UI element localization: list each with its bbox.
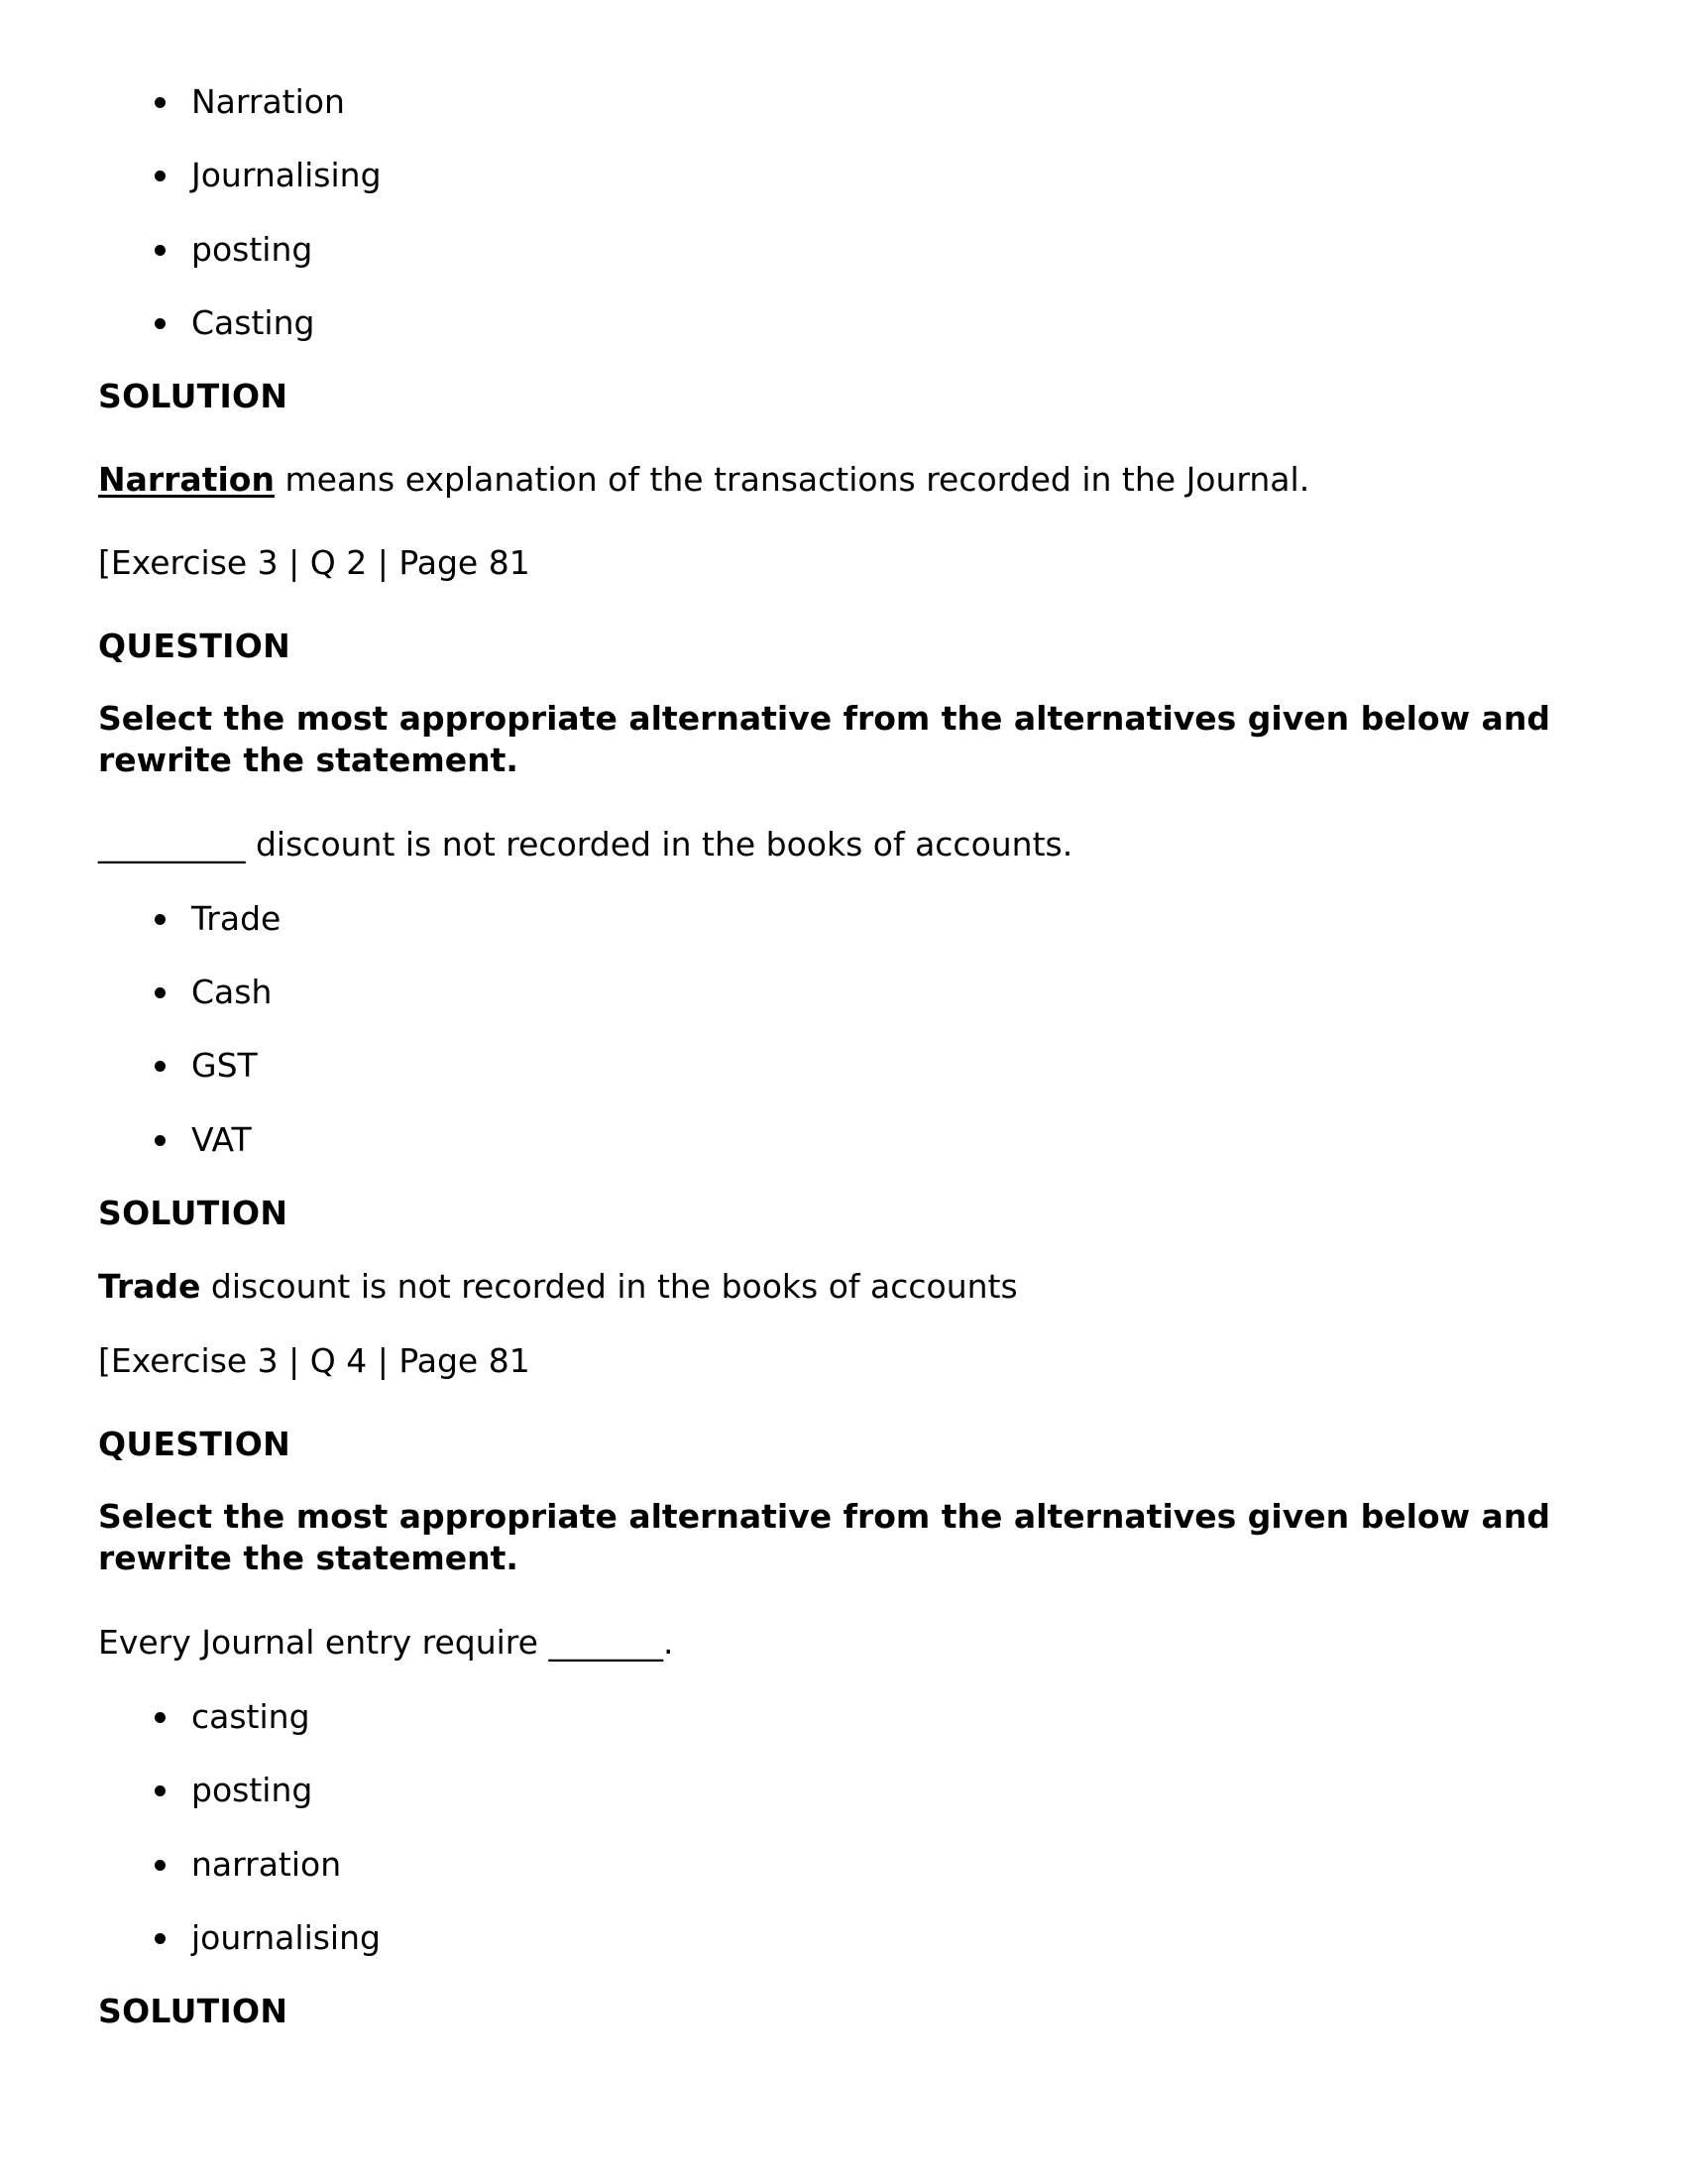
option-item — [191, 156, 382, 194]
solution-answer: Narration — [98, 460, 275, 499]
bullet-icon — [155, 1061, 166, 1072]
option-label: VAT — [191, 1120, 252, 1159]
option-label: GST — [191, 1046, 258, 1085]
option-item — [191, 899, 281, 938]
bullet-icon — [155, 318, 166, 329]
question-heading: QUESTION — [98, 1425, 291, 1463]
solution-heading: SOLUTION — [98, 1194, 288, 1232]
option-item — [191, 1771, 313, 1809]
bullet-icon — [155, 914, 166, 925]
solution-heading: SOLUTION — [98, 377, 288, 415]
option-label: Casting — [191, 303, 315, 342]
bullet-icon — [155, 245, 166, 256]
bullet-icon — [155, 97, 166, 108]
option-label: Journalising — [191, 156, 382, 194]
option-label: Cash — [191, 973, 273, 1011]
solution-rest: means explanation of the transactions recorded in the Journal. — [274, 460, 1310, 499]
exercise-reference: [Exercise 3 | Q 2 | Page 81 — [98, 543, 530, 582]
option-label: journalising — [191, 1918, 381, 1957]
bullet-icon — [155, 171, 166, 181]
question-statement: _________ discount is not recorded in the books of accounts. — [98, 825, 1073, 863]
question-heading: QUESTION — [98, 627, 291, 665]
option-label: posting — [191, 1771, 313, 1809]
solution-heading: SOLUTION — [98, 1992, 288, 2030]
bullet-icon — [155, 1933, 166, 1944]
option-item — [191, 303, 315, 342]
option-item — [191, 1845, 342, 1884]
option-item — [191, 230, 313, 269]
option-label: posting — [191, 230, 313, 269]
bullet-icon — [155, 1785, 166, 1796]
option-item — [191, 82, 345, 121]
option-item — [191, 973, 273, 1011]
exercise-reference: [Exercise 3 | Q 4 | Page 81 — [98, 1341, 530, 1380]
bullet-icon — [155, 1135, 166, 1146]
option-label: casting — [191, 1697, 310, 1736]
solution-text — [98, 460, 1310, 499]
option-label: Narration — [191, 82, 345, 121]
option-item — [191, 1918, 381, 1957]
option-item — [191, 1697, 310, 1736]
bullet-icon — [155, 1712, 166, 1723]
option-label: narration — [191, 1845, 342, 1884]
bullet-icon — [155, 987, 166, 998]
bullet-icon — [155, 1860, 166, 1871]
question-statement: Every Journal entry require _______. — [98, 1623, 674, 1662]
option-item — [191, 1046, 258, 1085]
option-label: Trade — [191, 899, 281, 938]
question-instruction: Select the most appropriate alternative from the alternatives given below and rewrite the statement. — [98, 699, 1550, 779]
solution-text — [98, 1267, 1018, 1306]
option-item — [191, 1120, 252, 1159]
question-instruction: Select the most appropriate alternative from the alternatives given below and rewrite the statement. — [98, 1497, 1550, 1577]
solution-answer: Trade — [98, 1267, 201, 1306]
solution-rest: discount is not recorded in the books of accounts — [200, 1267, 1018, 1306]
